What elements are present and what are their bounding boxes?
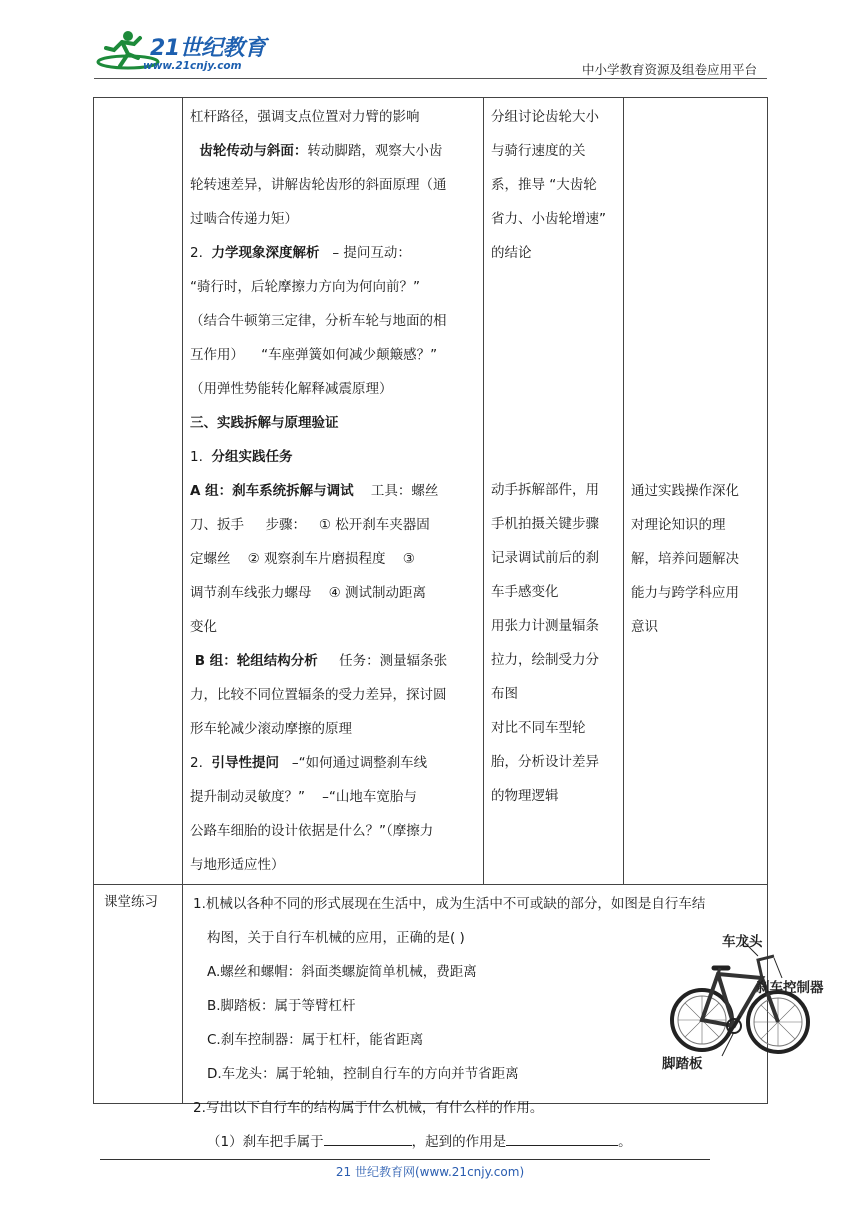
content-line: （用弹性势能转化解释减震原理） [190, 381, 393, 397]
practice-label-cell [94, 885, 183, 1104]
student-activity-line: 车手感变化 [491, 584, 559, 600]
content-line: “骑行时，后轮摩擦力方向为何向前？” [190, 279, 420, 295]
footer-divider [100, 1159, 710, 1160]
student-activity-cell [484, 98, 624, 885]
logo-url: www.21cnjy.com [143, 60, 242, 72]
student-activity-line: 的物理逻辑 [491, 788, 559, 804]
bicycle-figure [662, 928, 842, 1078]
student-activity-line: 记录调试前后的刹 [491, 550, 599, 566]
content-line: 调节刹车线张力螺母 ④ 测试制动距离 [190, 585, 427, 601]
student-activity-line: 省力、小齿轮增速” [491, 211, 606, 227]
content-line: 过啮合传递力矩） [190, 211, 298, 227]
answer-blank-1[interactable] [324, 1131, 412, 1146]
content-line: 互作用） “车座弹簧如何减少颠簸感？” [190, 347, 438, 363]
option-c: C.刹车控制器：属于杠杆，能省距离 [207, 1032, 424, 1048]
design-intent-line: 意识 [631, 619, 658, 635]
question-1-line-2: 构图，关于自行车机械的应用，正确的是( ) [207, 930, 465, 946]
content-line: 2. 引导性提问 –“如何通过调整刹车线 [190, 755, 428, 771]
student-activity-line: 系，推导 “大齿轮 [491, 177, 597, 193]
teaching-content [183, 98, 483, 884]
student-activity-line: 用张力计测量辐条 [491, 618, 599, 634]
student-activity-line: 手机拍摄关键步骤 [491, 516, 599, 532]
teaching-row [94, 98, 768, 885]
content-line: 齿轮传动与斜面：转动脚踏，观察大小齿 [190, 143, 443, 159]
question-2: 2.写出以下自行车的结构属于什么机械，有什么样的作用。 [193, 1100, 544, 1116]
content-line: 公路车细胎的设计依据是什么？”（摩擦力 [190, 823, 434, 839]
content-line: A 组：刹车系统拆解与调试 工具：螺丝 [190, 483, 439, 499]
brake-controller-label: 刹车控制器 [756, 980, 824, 996]
design-intent-cell [624, 98, 768, 885]
content-line: 杠杆路径，强调支点位置对力臂的影响 [190, 109, 420, 125]
student-activity-line: 布图 [491, 686, 518, 702]
row-label-empty [94, 98, 183, 885]
page-header [0, 0, 860, 80]
content-line: 三、实践拆解与原理验证 [190, 415, 339, 431]
content-line: 力，比较不同位置辐条的受力差异，探讨圆 [190, 687, 447, 703]
content-line: 与地形适应性） [190, 857, 285, 873]
design-intent-line: 解，培养问题解决 [631, 551, 739, 567]
logo-text: 21世纪教育 [150, 36, 266, 61]
pedal-label: 脚踏板 [662, 1056, 703, 1072]
student-activity-line: 分组讨论齿轮大小 [491, 109, 599, 125]
student-activity-line: 的结论 [491, 245, 532, 261]
student-activity-line: 胎，分析设计差异 [491, 754, 599, 770]
option-d: D.车龙头：属于轮轴，控制自行车的方向并节省距离 [207, 1066, 519, 1082]
student-activity-line: 动手拆解部件，用 [491, 482, 599, 498]
option-a: A.螺丝和螺帽：斜面类螺旋简单机械，费距离 [207, 964, 477, 980]
student-activity-line: 与骑行速度的关 [491, 143, 586, 159]
content-line: 2. 力学现象深度解析 – 提问互动： [190, 245, 411, 261]
content-line: 1. 分组实践任务 [190, 449, 293, 465]
design-intent-line: 通过实践操作深化 [631, 483, 739, 499]
question-1-line-1: 1.机械以各种不同的形式展现在生活中，成为生活中不可或缺的部分，如图是自行车结 [193, 896, 706, 912]
student-activity-line: 对比不同车型轮 [491, 720, 586, 736]
content-line: 定螺丝 ② 观察刹车片磨损程度 ③ [190, 551, 415, 567]
content-line: 提升制动灵敏度？” –“山地车宽胎与 [190, 789, 417, 805]
student-activity-top [484, 98, 623, 272]
practice-label: 课堂练习 [104, 894, 158, 910]
question-2-1: （1）刹车把手属于 ，起到的作用是 。 [193, 1125, 757, 1159]
teaching-content-cell [183, 98, 484, 885]
answer-blank-2[interactable] [506, 1131, 618, 1146]
content-line: 轮转速差异，讲解齿轮齿形的斜面原理（通 [190, 177, 447, 193]
design-intent-line: 能力与跨学科应用 [631, 585, 739, 601]
content-line: B 组：轮组结构分析 任务：测量辐条张 [190, 653, 448, 669]
design-intent-line: 对理论知识的理 [631, 517, 726, 533]
student-activity-bottom [484, 471, 623, 815]
header-divider [94, 78, 767, 79]
handlebar-label: 车龙头 [722, 934, 763, 950]
design-intent [624, 472, 767, 646]
content-line: 形车轮减少滚动摩擦的原理 [190, 721, 352, 737]
footer-text: 21 世纪教育网(www.21cnjy.com) [335, 1165, 525, 1179]
content-line: 刀、扳手 步骤： ① 松开刹车夹器固 [190, 517, 430, 533]
content-line: 变化 [190, 619, 217, 635]
option-b: B.脚踏板：属于等臂杠杆 [207, 998, 356, 1014]
student-activity-line: 拉力，绘制受力分 [491, 652, 599, 668]
content-line: （结合牛顿第三定律，分析车轮与地面的相 [190, 313, 447, 329]
platform-title: 中小学教育资源及组卷应用平台 [581, 62, 757, 77]
